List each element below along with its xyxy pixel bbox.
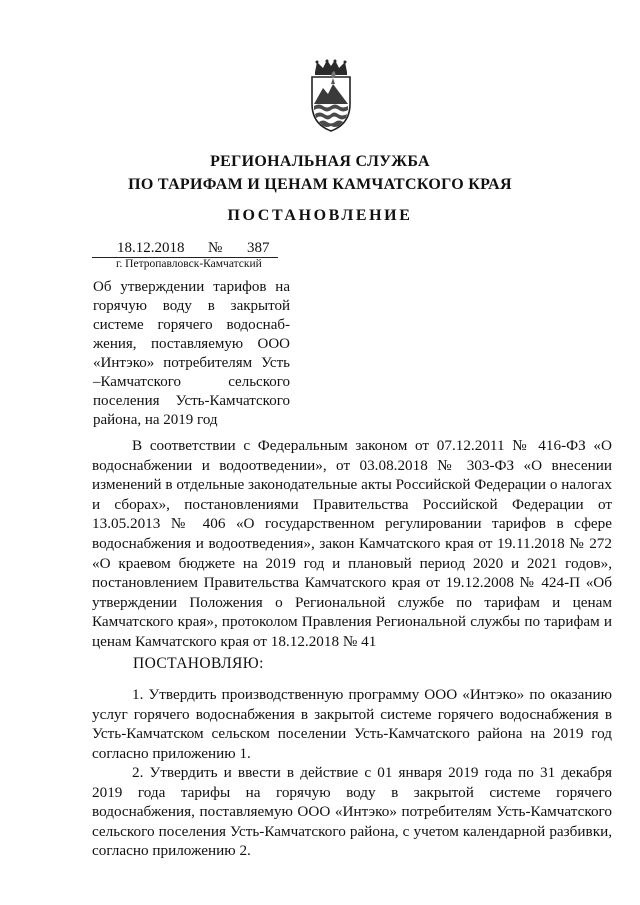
org-name-line-1: РЕГИОНАЛЬНАЯ СЛУЖБА <box>210 153 430 170</box>
org-name-line-2: ПО ТАРИФАМ И ЦЕНАМ КАМЧАТСКОГО КРАЯ <box>128 176 512 193</box>
subject-line: жения, поставляемую ООО <box>93 336 290 352</box>
subject-line: –Камчатского сельского <box>93 374 290 390</box>
number-sign: № <box>208 240 223 256</box>
resolution-item-2: 2. Утвердить и ввести в действие с 01 января 2019 года по 31 декабря 2019 года тарифы на горячую воду в закрытой системе горячего водоснабжения, поставляемую ООО «Интэко» потребителям Усть-Камчатского сельского поселения Усть-Камчатского района, с учетом календарной разбивки, согласно приложению 2. <box>92 764 612 860</box>
document-subject <box>93 278 290 430</box>
subject-line: горячую воду в закрытой <box>93 298 290 314</box>
subject-line: Об утверждении тарифов на <box>93 279 290 295</box>
document-place: г. Петропавловск-Камчатский <box>116 258 262 270</box>
preamble-paragraph: В соответствии с Федеральным законом от 07.12.2011 № 416-ФЗ «О водоснабжении и водоотведении», от 03.08.2018 № 303-ФЗ «О внесении изменений в отдельные законодательные акты Российской Федерации о налогах и сборах», постановлениями Правительства Российской Федерации от 13.05.2013 № 406 «О государственном регулировании тарифов в сфере водоснабжения и водоотведения», закон Камчатского края от 19.11.2018 № 272 «О краевом бюджете на 2019 год и плановый период 2020 и 2021 годов», постановлением Правительства Камчатского края от 19.12.2008 № 424-П «Об утверждении Положения о Региональной службе по тарифам и ценам Камчатского края», протоколом Правления Региональной службы по тарифам и ценам Камчатского края от 18.12.2018 № 41 <box>92 437 612 650</box>
subject-line: системе горячего водоснаб- <box>93 317 290 333</box>
subject-line: района, на 2019 год <box>93 412 218 428</box>
document-type: ПОСТАНОВЛЕНИЕ <box>227 207 413 224</box>
resolve-heading: ПОСТАНОВЛЯЮ: <box>133 655 264 672</box>
subject-line: поселения Усть-Камчатского <box>93 393 290 409</box>
document-number: 387 <box>247 240 270 256</box>
document-date: 18.12.2018 <box>117 240 185 256</box>
subject-line: «Интэко» потребителям Усть <box>93 355 290 371</box>
resolution-item-1: 1. Утвердить производственную программу ООО «Интэко» по оказанию услуг горячего водоснабжения в закрытой системе горячего водоснабжения в Усть-Камчатском сельском поселении Усть-Камчатского района на 2019 год согласно приложению 1. <box>92 686 612 762</box>
kamchatka-coat-of-arms-icon <box>303 58 359 134</box>
